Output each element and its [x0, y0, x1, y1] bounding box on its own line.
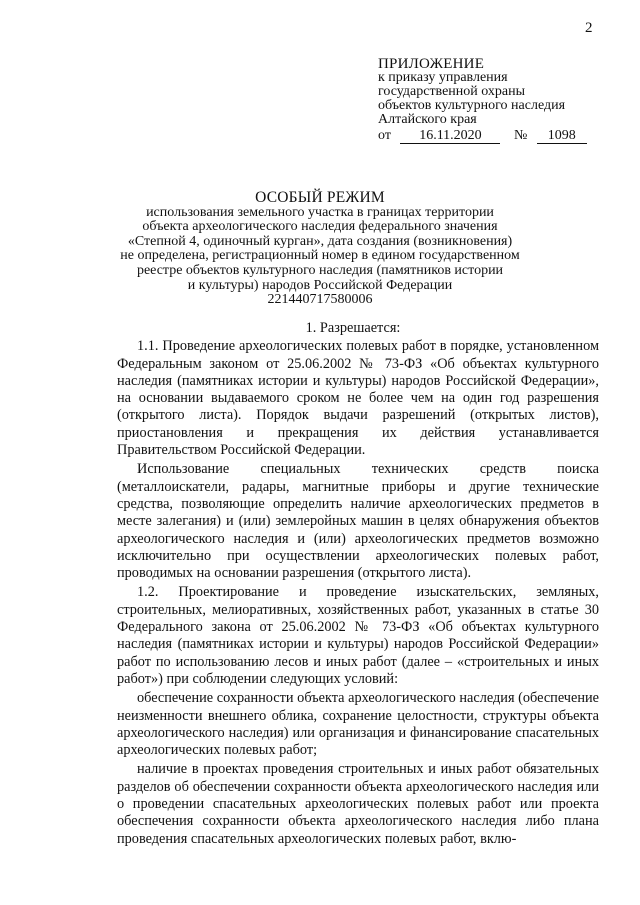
appendix-line: Алтайского края	[378, 112, 477, 127]
title-line: объекта археологического наследия федерального значения	[142, 219, 498, 235]
paragraph: 1.2. Проектирование и проведение изыскательских, земляных, строительных, мелиоративных, хозяйственных работ, указанных в статье 30 Федерального закона от 25.06.2002 № 73-ФЗ «Об объектах культурного наследия (памятниках истории и культуры) народов Российской Федерации» работ по использованию лесов и иных работ (далее – «строительных и иных работ») при соблюдении следующих условий:	[117, 584, 599, 687]
title-line: реестре объектов культурного наследия (памятников истории	[136, 262, 504, 278]
appendix-line: объектов культурного наследия	[378, 98, 566, 113]
title-line: использования земельного участка в границах территории	[146, 204, 494, 220]
title-main: ОСОБЫЙ РЕЖИМ	[255, 189, 385, 206]
title-line: «Степной 4, одиночный курган», дата создания (возникновения)	[127, 233, 513, 249]
document-body	[117, 320, 599, 848]
document-title	[0, 191, 640, 308]
paragraph: наличие в проектах проведения строительных и иных работ обязательных разделов об обеспечении сохранности объекта археологического наследия или о проведении спасательных археологических полевых работ или проекта обеспечения сохранности объекта археологического наследия либо плана проведения спасательных археологических полевых работ, вклю-	[117, 761, 599, 847]
page-number: 2	[585, 20, 593, 36]
paragraph: обеспечение сохранности объекта археологического наследия (обеспечение неизменности внешнего облика, сохранение целостности, структуры объекта археологического наследия) или организация и финансирование спасательных археологических полевых работ;	[117, 690, 599, 759]
appendix-line: к приказу управления	[378, 70, 508, 85]
paragraph: Использование специальных технических средств поиска (металлоискатели, радары, магнитные приборы и другие технические средства, позволяющие определить наличие археологических предметов в месте залегания) и (или) землеройных машин в целях обнаружения объектов археологического наследия и (или) археологических предметов возможно исключительно при осуществлении археологических полевых работ, проводимых на основании разрешения (открытого листа).	[117, 461, 599, 582]
date-prefix: от	[378, 128, 391, 143]
section-heading: 1. Разрешается:	[305, 320, 401, 336]
title-line: не определена, регистрационный номер в едином государственном	[120, 248, 520, 264]
order-number: 1098	[537, 129, 587, 144]
appendix-heading: ПРИЛОЖЕНИЕ	[378, 56, 485, 72]
title-line: и культуры) народов Российской Федерации	[187, 277, 453, 293]
order-date: 16.11.2020	[400, 129, 500, 144]
registration-number: 221440717580006	[267, 292, 373, 308]
order-signature-line	[378, 129, 587, 144]
appendix-line: государственной охраны	[378, 84, 526, 99]
appendix-block	[378, 57, 587, 144]
number-sign: №	[513, 128, 528, 143]
paragraph: 1.1. Проведение археологических полевых работ в порядке, установленном Федеральным законом от 25.06.2002 № 73-ФЗ «Об объектах культурного наследия (памятниках истории и культуры) народов Российской Федерации», на основании выдаваемого сроком не более чем на один год разрешения (открытого листа). Порядок выдачи разрешений (открытых листов), приостановления и прекращения их действия устанавливается Правительством Российской Федерации.	[117, 338, 599, 459]
